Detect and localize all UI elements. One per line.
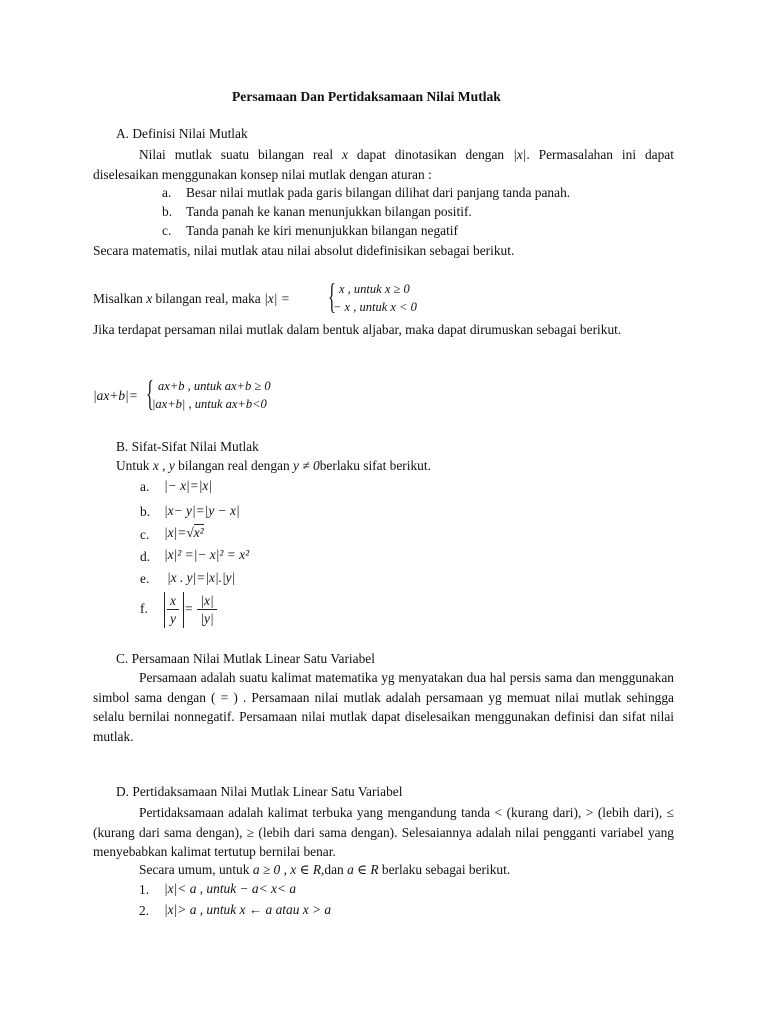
- linear-case-positive: ax+b , untuk ax+b ≥ 0: [158, 379, 271, 393]
- rule-b-text: Tanda panah ke kanan menunjukkan bilangan positif.: [186, 204, 472, 219]
- linear-abs-lhs: |ax+b|=: [93, 388, 138, 403]
- section-b-intro: Untuk x , y bilangan real dengan y ≠ 0berlaku sifat berikut.: [116, 458, 431, 473]
- section-a-intro: Nilai mutlak suatu bilangan real x dapat dinotasikan dengan |x|. Permasalahan ini dapat diselesaikan menggunakan konsep nilai mutlak dengan aturan :: [93, 147, 674, 182]
- misalkan-text: Misalkan x bilangan real, maka |x| =: [93, 291, 290, 306]
- item-1-marker: 1.: [139, 882, 150, 897]
- prop-f-marker: f.: [140, 601, 148, 616]
- rule-c-text: Tanda panah ke kiri menunjukkan bilangan negatif: [186, 223, 458, 238]
- rule-c-marker: c.: [162, 223, 172, 238]
- section-c-body: Persamaan adalah suatu kalimat matematika yg menyatakan dua hal persis sama dan menggunakan simbol sama dengan ( = ) . Persamaan nilai mutlak adalah persamaan yg memuat nilai mutlak sehingga selalu bernilai nonnegatif. Persamaan nilai mutlak dapat diselesaikan menggunakan definisi dan sifat nilai mutlak.: [93, 670, 674, 744]
- rule-a-marker: a.: [162, 185, 172, 200]
- prop-a-formula: |− x|=|x|: [164, 478, 213, 493]
- prop-f-fraction-left: $\frac{x}{y}$: [167, 594, 179, 626]
- prop-f-equals: =: [185, 601, 193, 616]
- section-d-general: Secara umum, untuk a ≥ 0 , x ∈ R,dan a ∈ R berlaku sebagai berikut.: [139, 862, 511, 877]
- item-1-formula: |x|< a , untuk − a< x< a: [164, 881, 297, 896]
- prop-f-fraction-right: $\frac{|x|}{|y|}$: [197, 594, 217, 626]
- document-title: Persamaan Dan Pertidaksamaan Nilai Mutlak: [232, 89, 501, 104]
- prop-b-marker: b.: [140, 504, 151, 519]
- item-2-formula: |x|> a , untuk x ← a atau x > a: [164, 902, 332, 917]
- section-d-body: Pertidaksamaan adalah kalimat terbuka yang mengandung tanda < (kurang dari), > (lebih dari), ≤ (kurang dari sama dengan), ≥ (lebih dari sama dengan). Selesaiannya adalah nilai pengganti variabel yang menyebabkan kalimat tertutup bernilai benar.: [93, 805, 674, 859]
- prop-d-formula: |x|² =|− x|² = x²: [164, 547, 250, 562]
- prop-b-formula: |x− y|=|y − x|: [164, 503, 240, 518]
- section-c-heading: C. Persamaan Nilai Mutlak Linear Satu Variabel: [116, 651, 375, 666]
- left-brace: {: [146, 373, 154, 413]
- section-d-heading: D. Pertidaksamaan Nilai Mutlak Linear Satu Variabel: [116, 784, 403, 799]
- section-a-heading: A. Definisi Nilai Mutlak: [116, 126, 248, 141]
- prop-d-marker: d.: [140, 549, 151, 564]
- prop-a-marker: a.: [140, 479, 150, 494]
- section-b-heading: B. Sifat-Sifat Nilai Mutlak: [116, 439, 259, 454]
- prop-e-formula: |x . y|=|x|.|y|: [167, 570, 236, 585]
- math-definition-text: Secara matematis, nilai mutlak atau nilai absolut didefinisikan sebagai berikut.: [93, 243, 515, 258]
- prop-c-formula: |x|=√x²: [164, 525, 204, 540]
- linear-case-negative: |ax+b| , untuk ax+b<0: [152, 397, 267, 411]
- rule-b-marker: b.: [162, 204, 173, 219]
- abs-case-positive: x , untuk x ≥ 0: [339, 282, 410, 296]
- left-brace: {: [328, 276, 336, 316]
- prop-e-marker: e.: [140, 571, 150, 586]
- abs-case-negative: − x , untuk x < 0: [333, 300, 417, 314]
- item-2-marker: 2.: [139, 903, 150, 918]
- rule-a-text: Besar nilai mutlak pada garis bilangan dilihat dari panjang tanda panah.: [186, 185, 571, 200]
- jika-paragraph: Jika terdapat persaman nilai mutlak dalam bentuk aljabar, maka dapat dirumuskan sebagai berikut.: [93, 322, 622, 337]
- prop-c-marker: c.: [140, 527, 150, 542]
